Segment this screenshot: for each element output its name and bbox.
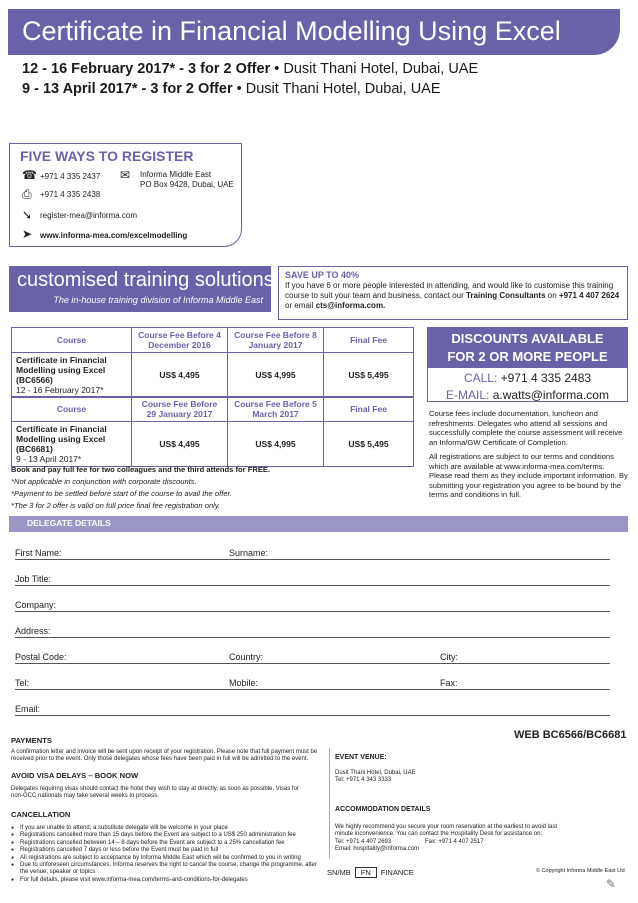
accommodation-text: We highly recommend you secure your room reservation at the earliest to avoid last minute inconvenience. You can contact the Hospitality Desk for assistance on: <box>335 824 557 838</box>
fee-table-bc6566 <box>11 327 414 398</box>
list-item: ● Registrations cancelled more than 15 days before the Event are subject to a US$ 250 administration fee <box>11 832 323 839</box>
job-title-field[interactable] <box>15 585 610 586</box>
header-fee-1: Course Fee Before 4 December 2016 <box>132 328 228 353</box>
sn-code: SN/MB <box>327 868 351 877</box>
register-mail-address: PO Box 9428, Dubai, UAE <box>140 180 234 189</box>
visa-text: Delegates requiring visas should contact the hotel they wish to stay at directly, as soon as possible. Visas for non-GCC nationals may take several weeks to process. <box>11 786 299 800</box>
email-label: Email: <box>15 704 41 714</box>
header-final-fee: Final Fee <box>324 328 414 353</box>
event-date-1: 12 - 16 February 2017* - 3 for 2 Offer • Dusit Thani Hotel, Dubai, UAE <box>22 61 479 77</box>
pen-icon: ✎ <box>606 877 617 891</box>
discount-box <box>427 327 628 402</box>
tel-label: Tel: <box>15 678 30 688</box>
tel-field[interactable] <box>15 689 229 690</box>
save-box <box>278 266 628 320</box>
job-title-label: Job Title: <box>15 574 52 584</box>
company-label: Company: <box>15 600 57 610</box>
copyright: © Copyright Informa Middle East Ltd <box>536 868 625 874</box>
header-fee-2: Course Fee Before 5 March 2017 <box>228 397 324 422</box>
mail-icon: ✉ <box>120 168 131 182</box>
venue-line-2: Tel: +971 4 343 3333 <box>335 777 392 783</box>
postal-code-label: Postal Code: <box>15 652 67 662</box>
fee-cell: US$ 4,495 <box>132 422 228 467</box>
course-cell: Certificate in Financial Modelling using Excel (BC6566) 12 - 16 February 2017* <box>12 353 132 398</box>
fn-box: FN <box>355 867 377 878</box>
fax-icon: ⎙ <box>22 187 32 201</box>
list-item: ● Registrations cancelled 7 days or less before the Event must be paid in full <box>11 847 323 854</box>
register-fax: +971 4 335 2438 <box>40 190 101 199</box>
office-use-codes <box>327 867 414 878</box>
fee-cell: US$ 5,495 <box>324 422 414 467</box>
payments-text: A confirmation letter and invoice will be sent upon receipt of your registration. Please note that full payment must be received prior to the event. Only those delegates whose fees have been paid in full will be admitted to the event. <box>11 749 318 763</box>
discount-heading: DISCOUNTS AVAILABLE FOR 2 OR MORE PEOPLE <box>428 328 627 368</box>
mobile-field[interactable] <box>229 689 440 690</box>
accommodation-fax: Fax: +971 4 407 2517 <box>425 839 484 845</box>
surname-field[interactable] <box>229 559 610 560</box>
venue-title: EVENT VENUE: <box>335 754 387 761</box>
offer-note: *Payment to be settled before start of the course to avail the offer. <box>11 489 232 498</box>
venue-section <box>329 748 628 858</box>
country-field[interactable] <box>229 663 440 664</box>
address-field[interactable] <box>15 637 610 638</box>
company-field[interactable] <box>15 611 610 612</box>
email-icon: ➘ <box>22 208 33 222</box>
web-icon: ➤ <box>22 227 33 241</box>
register-email[interactable]: register-mea@informa.com <box>40 211 138 220</box>
customised-training-banner <box>9 266 274 312</box>
address-label: Address: <box>15 626 51 636</box>
fax-field[interactable] <box>440 689 610 690</box>
postal-code-field[interactable] <box>15 663 229 664</box>
list-item: ● Due to unforeseen circumstances, Informa reserves the right to cancel the course, change the programme, alter the venue, speaker or topics <box>11 862 323 877</box>
list-item: ● For full details, please visit www.informa-mea.com/terms-and-conditions-for-delegates <box>11 877 323 884</box>
list-item: ● Registrations cancelled between 14 – 8 days before the Event are subject to a 25% cancellation fee <box>11 840 323 847</box>
fee-cell: US$ 5,495 <box>324 353 414 398</box>
offer-note: *The 3 for 2 offer is valid on full price final fee registration only. <box>11 501 221 510</box>
register-box <box>9 143 242 247</box>
register-phone: +971 4 335 2437 <box>40 172 101 181</box>
city-field[interactable] <box>440 663 610 664</box>
fax-label: Fax: <box>440 678 458 688</box>
header-course: Course <box>12 328 132 353</box>
customised-training-title: customised training solutions <box>17 269 274 291</box>
cancellation-list <box>11 825 323 884</box>
list-item: ● All registrations are subject to acceptance by Informa Middle East which will be confirmed to you in writing <box>11 855 323 862</box>
accommodation-tel: Tel: +971 4 407 2693 <box>335 839 392 845</box>
save-title: SAVE UP TO 40% <box>285 270 360 280</box>
booking-code: WEB BC6566/BC6681 <box>514 729 627 741</box>
course-cell: Certificate in Financial Modelling using Excel (BC6681) 9 - 13 April 2017* <box>12 422 132 467</box>
page-title: Certificate in Financial Modelling Using Excel <box>8 9 620 55</box>
offer-note: Book and pay full fee for two colleagues and the third attends for FREE. <box>11 465 271 474</box>
register-web[interactable]: www.informa-mea.com/excelmodelling <box>40 231 188 240</box>
event-date-2: 9 - 13 April 2017* - 3 for 2 Offer • Dusit Thani Hotel, Dubai, UAE <box>22 81 441 97</box>
finance-label: FINANCE <box>380 868 414 877</box>
venue-line-1: Dusit Thani Hotel, Dubai, UAE <box>335 770 416 776</box>
header-final-fee: Final Fee <box>324 397 414 422</box>
fee-table-bc6681 <box>11 396 414 467</box>
first-name-field[interactable] <box>15 559 229 560</box>
header-fee-1: Course Fee Before 29 January 2017 <box>132 397 228 422</box>
mobile-label: Mobile: <box>229 678 259 688</box>
country-label: Country: <box>229 652 264 662</box>
city-label: City: <box>440 652 458 662</box>
accommodation-email: Email: hospitality@informa.com <box>335 846 420 852</box>
customised-training-subtitle: The in-house training division of Informa Middle East <box>53 295 263 305</box>
terms-info: All registrations are subject to our terms and conditions which are available at www.informa-mea.com/terms. Please read them as they include important information. By submitting your registration you agree to be bound by the terms and conditions in full. <box>429 452 628 500</box>
payments-title: PAYMENTS <box>11 736 52 745</box>
header-course: Course <box>12 397 132 422</box>
header-fee-2: Course Fee Before 8 January 2017 <box>228 328 324 353</box>
discount-call: CALL: +971 4 335 2483 <box>463 371 592 385</box>
visa-title: AVOID VISA DELAYS – BOOK NOW <box>11 771 139 780</box>
offer-note: *Not applicable in conjunction with corporate discounts. <box>11 477 197 486</box>
accommodation-title: ACCOMMODATION DETAILS <box>335 806 431 813</box>
course-fees-info: Course fees include documentation, luncheon and refreshments. Delegates who attend all sessions and successfully complete the course assessment will receive an Informa/GW Certificate of Completion. <box>429 409 623 447</box>
fee-cell: US$ 4,995 <box>228 422 324 467</box>
delegate-details-header: DELEGATE DETAILS <box>9 516 628 532</box>
first-name-label: First Name: <box>15 548 62 558</box>
email-field[interactable] <box>15 715 610 716</box>
list-item: ● If you are unable to attend, a substitute delegate will be welcome in your place <box>11 825 323 832</box>
fee-cell: US$ 4,495 <box>132 353 228 398</box>
phone-icon: ☎ <box>22 168 37 182</box>
register-mail-name: Informa Middle East <box>140 170 212 179</box>
fee-cell: US$ 4,995 <box>228 353 324 398</box>
surname-label: Surname: <box>229 548 269 558</box>
register-title: FIVE WAYS TO REGISTER <box>20 148 194 164</box>
discount-email[interactable]: E-MAIL: a.watts@informa.com <box>446 388 609 402</box>
save-text: If you have 6 or more people interested in attending, and would like to customise this training course to suit your team and business, contact our Training Consultants on +971 4 407 2624 or email cts@informa.com. <box>285 281 620 310</box>
cancellation-title: CANCELLATION <box>11 810 71 819</box>
